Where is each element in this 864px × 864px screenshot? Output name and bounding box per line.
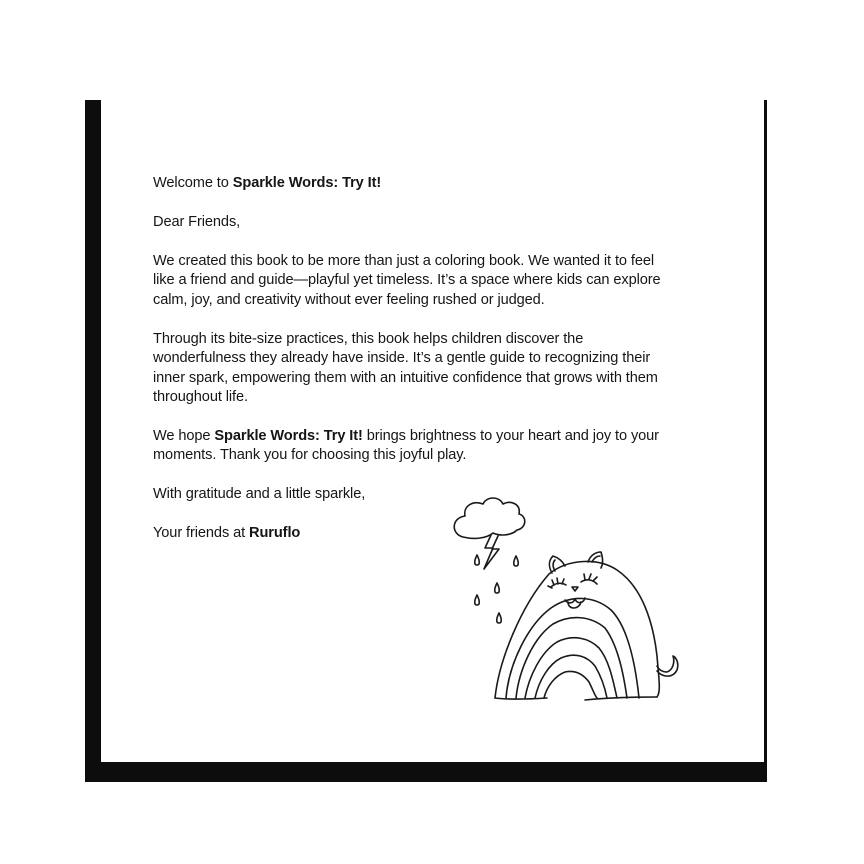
hope-suffix: brings brightness to your heart and joy to your moments. Thank you for choosing this joyful play. [153,428,659,464]
hope-prefix: We hope [153,428,215,445]
lightning-bolt-icon [484,535,499,569]
cloud-icon [454,498,525,538]
page-shadow-left [85,100,101,782]
book-title-inline: Sparkle Words: Try It! [214,428,363,445]
rainbow-cat-illustration [451,495,781,710]
book-title: Sparkle Words: Try It! [232,175,382,191]
welcome-prefix: Welcome to [153,175,233,191]
welcome-heading [153,174,683,193]
page-shadow-bottom [85,762,767,782]
brand-name: Ruruflo [249,525,301,542]
paragraph-intro: We created this book to be more than just a coloring book. We wanted it to feel like a friend and guide—playful yet timeless. It’s a space where kids can explore calm, joy, and creativity without ever feeling rushed or judged. [153,253,661,308]
paragraph-practices: Through its bite-size practices, this book helps children discover the wonderfulness they already have inside. It’s a gentle guide to recognizing their inner spark, empowering them with an intuitive confidence that grows with them throughout life. [153,330,658,406]
rainbow-cat-icon [495,552,678,700]
paragraph-hope [153,427,663,466]
closing-line: With gratitude and a little sparkle, [153,486,366,503]
signature-prefix: Your friends at [153,525,250,542]
salutation: Dear Friends, [153,214,241,230]
raindrops-icon [475,555,519,623]
book-page [101,100,764,762]
